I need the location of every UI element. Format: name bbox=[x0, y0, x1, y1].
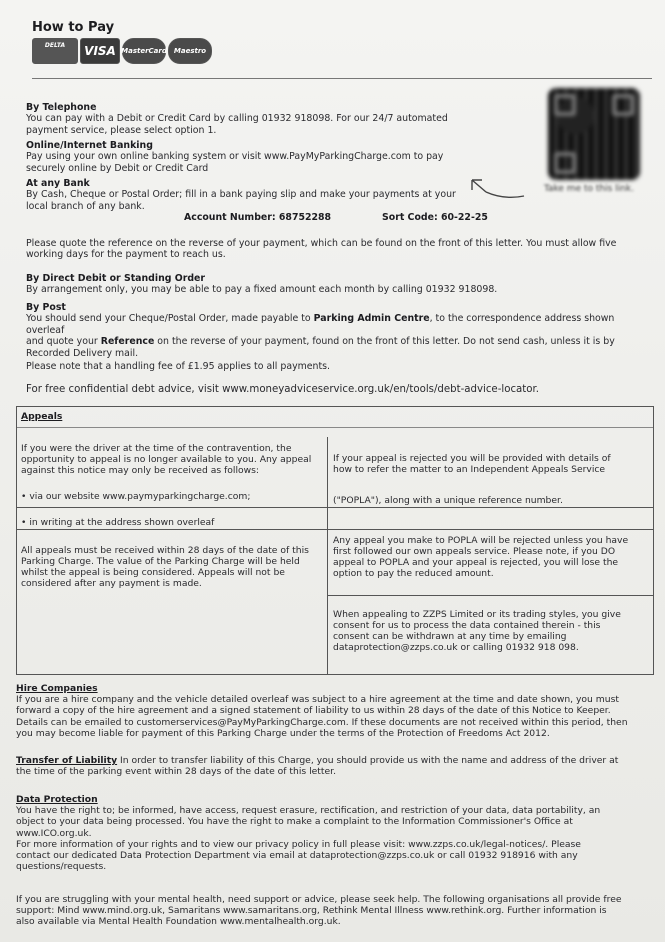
online-banking-line: securely online by Debit or Credit Card bbox=[26, 162, 209, 174]
appeals-right-popla-rules: Any appeal you make to POPLA will be rejected unless you have first followed our own appeals service. Please note, if you DO appeal to POPLA and your appeal is rejected, you will lose the option to pay the reduced amount. bbox=[333, 535, 629, 580]
handling-fee-note: Please note that a handling fee of £1.95 applies to all payments. bbox=[26, 361, 331, 372]
page-title: How to Pay bbox=[32, 20, 115, 35]
post-line: and quote your Reference on the reverse of your payment, found on the front of this letter. Do not send cash, unless it is by bbox=[26, 336, 615, 348]
sort-code: Sort Code: 60-22-25 bbox=[382, 212, 488, 223]
appeals-column-divider bbox=[327, 437, 328, 675]
direct-debit-line: By arrangement only, you may be able to pay a fixed amount each month by calling 01932 918098. bbox=[26, 284, 498, 296]
maestro-logo: Maestro bbox=[168, 38, 212, 64]
bank-heading: At any Bank bbox=[26, 178, 90, 189]
quote-reference-line: working days for the payment to reach us. bbox=[26, 249, 226, 261]
hire-companies-heading: Hire Companies bbox=[16, 683, 98, 694]
appeals-heading: Appeals bbox=[21, 411, 63, 422]
mastercard-logo: MasterCard bbox=[122, 38, 166, 64]
direct-debit-section bbox=[26, 273, 651, 296]
bank-line: By Cash, Cheque or Postal Order; fill in a bank paying slip and make your payments at your bbox=[26, 189, 456, 201]
appeals-row-divider bbox=[17, 529, 653, 530]
online-banking-line: Pay using your own online banking system or visit www.PayMyParkingCharge.com to pay bbox=[26, 151, 444, 163]
appeals-row-divider bbox=[17, 507, 653, 508]
qr-caption: Take me to this link. bbox=[544, 184, 634, 194]
quote-reference-line: Please quote the reference on the reverse of your payment, which can be found on the front of this letter. You must allow five bbox=[26, 238, 617, 249]
account-number: Account Number: 68752288 bbox=[184, 212, 332, 223]
telephone-line: You can pay with a Debit or Credit Card by calling 01932 918098. For our 24/7 automated bbox=[26, 113, 448, 125]
appeals-divider bbox=[17, 427, 653, 428]
online-banking-heading: Online/Internet Banking bbox=[26, 140, 153, 151]
appeals-row-divider bbox=[327, 595, 653, 596]
visa-card-logo: VISA bbox=[80, 38, 120, 64]
appeals-right-rejected: If your appeal is rejected you will be provided with details of how to refer the matter to an Independent Appeals Service bbox=[333, 453, 611, 476]
transfer-liability-heading: Transfer of Liability bbox=[16, 755, 118, 766]
debt-advice-note: For free confidential debt advice, visit www.moneyadviceservice.org.uk/en/tools/debt-advice-locator. bbox=[26, 384, 540, 395]
transfer-liability-section: Transfer of Liability In order to transfer liability of this Charge, you should provide us with the name and address of the driver at the time of the parking event within 28 days of the date of this letter. bbox=[16, 755, 619, 778]
data-protection-heading: Data Protection bbox=[16, 794, 98, 805]
appeals-left-deadline: All appeals must be received within 28 days of the date of this Parking Charge. The value of the Parking Charge will be held whilst the appeal is being considered. Appeals will not be considered after any payment is made. bbox=[21, 545, 309, 590]
header-divider bbox=[32, 78, 652, 79]
telephone-line: payment service, please select option 1. bbox=[26, 124, 217, 136]
appeals-right-consent: When appealing to ZZPS Limited or its trading styles, you give consent for us to process the data contained therein - this consent can be withdrawn at any time by emailing dataprotection@zzps.co.uk or calling 01932 918 098. bbox=[333, 609, 621, 654]
post-heading: By Post bbox=[26, 302, 66, 313]
payment-cards bbox=[32, 38, 212, 64]
mental-health-section: If you are struggling with your mental health, need support or advice, please seek help. The following organisations all provide free support: Mind www.mind.org.uk, Samaritans www.samaritans.org, Rethink Mental Illness www.rethink.org. Further information is also available via Mental Health Foundation www.mentalhealth.org.uk. bbox=[16, 894, 622, 928]
direct-debit-heading: By Direct Debit or Standing Order bbox=[26, 273, 206, 284]
post-line: Recorded Delivery mail. bbox=[26, 347, 139, 359]
appeals-bullet-website: • via our website www.paymyparkingcharge.com; bbox=[21, 491, 251, 502]
hire-companies-section: Hire Companies If you are a hire company and the vehicle detailed overleaf was subject to a hire agreement at the time and date shown, you must forward a copy of the hire agreement and a signed statement of liability to us within 28 days of the date of this Notice to Keeper. Details can be emailed to customerservices@PayMyParkingCharge.com. If these documents are not received within this period, then you may become liable for payment of this Parking Charge under the terms of the Protection of Freedoms Act 2012. bbox=[16, 683, 656, 739]
bank-section bbox=[26, 178, 651, 212]
online-banking-section bbox=[26, 140, 651, 174]
appeals-right-popla: ("POPLA"), along with a unique reference number. bbox=[333, 495, 563, 506]
delta-card-logo: DELTA bbox=[32, 38, 78, 64]
telephone-section bbox=[26, 102, 651, 136]
quote-reference-section bbox=[26, 238, 651, 261]
data-protection-section: Data Protection You have the right to; be informed, have access, request erasure, rectification, and restriction of your data, data portability, an object to your data being processed. You have the right to make a complaint to the Information Commissioner's Office at www.ICO.org.uk. For more information of your rights and to view our privacy policy in full please visit: www.zzps.co.uk/legal-notices/. Please contact our dedicated Data Protection Department via email at dataprotection@zzps.co.uk or call 01932 918916 with any questions/requests. bbox=[16, 794, 656, 873]
appeals-left-intro: If you were the driver at the time of the contravention, the opportunity to appeal is no longer available to you. Any appeal against this notice may only be received as follows: bbox=[21, 443, 312, 477]
post-section bbox=[26, 302, 651, 359]
appeals-table bbox=[16, 406, 654, 675]
telephone-heading: By Telephone bbox=[26, 102, 97, 113]
post-line: You should send your Cheque/Postal Order, made payable to Parking Admin Centre, to the correspondence address shown overleaf bbox=[26, 313, 615, 336]
bank-line: local branch of any bank. bbox=[26, 200, 145, 212]
appeals-bullet-writing: • in writing at the address shown overleaf bbox=[21, 517, 215, 528]
